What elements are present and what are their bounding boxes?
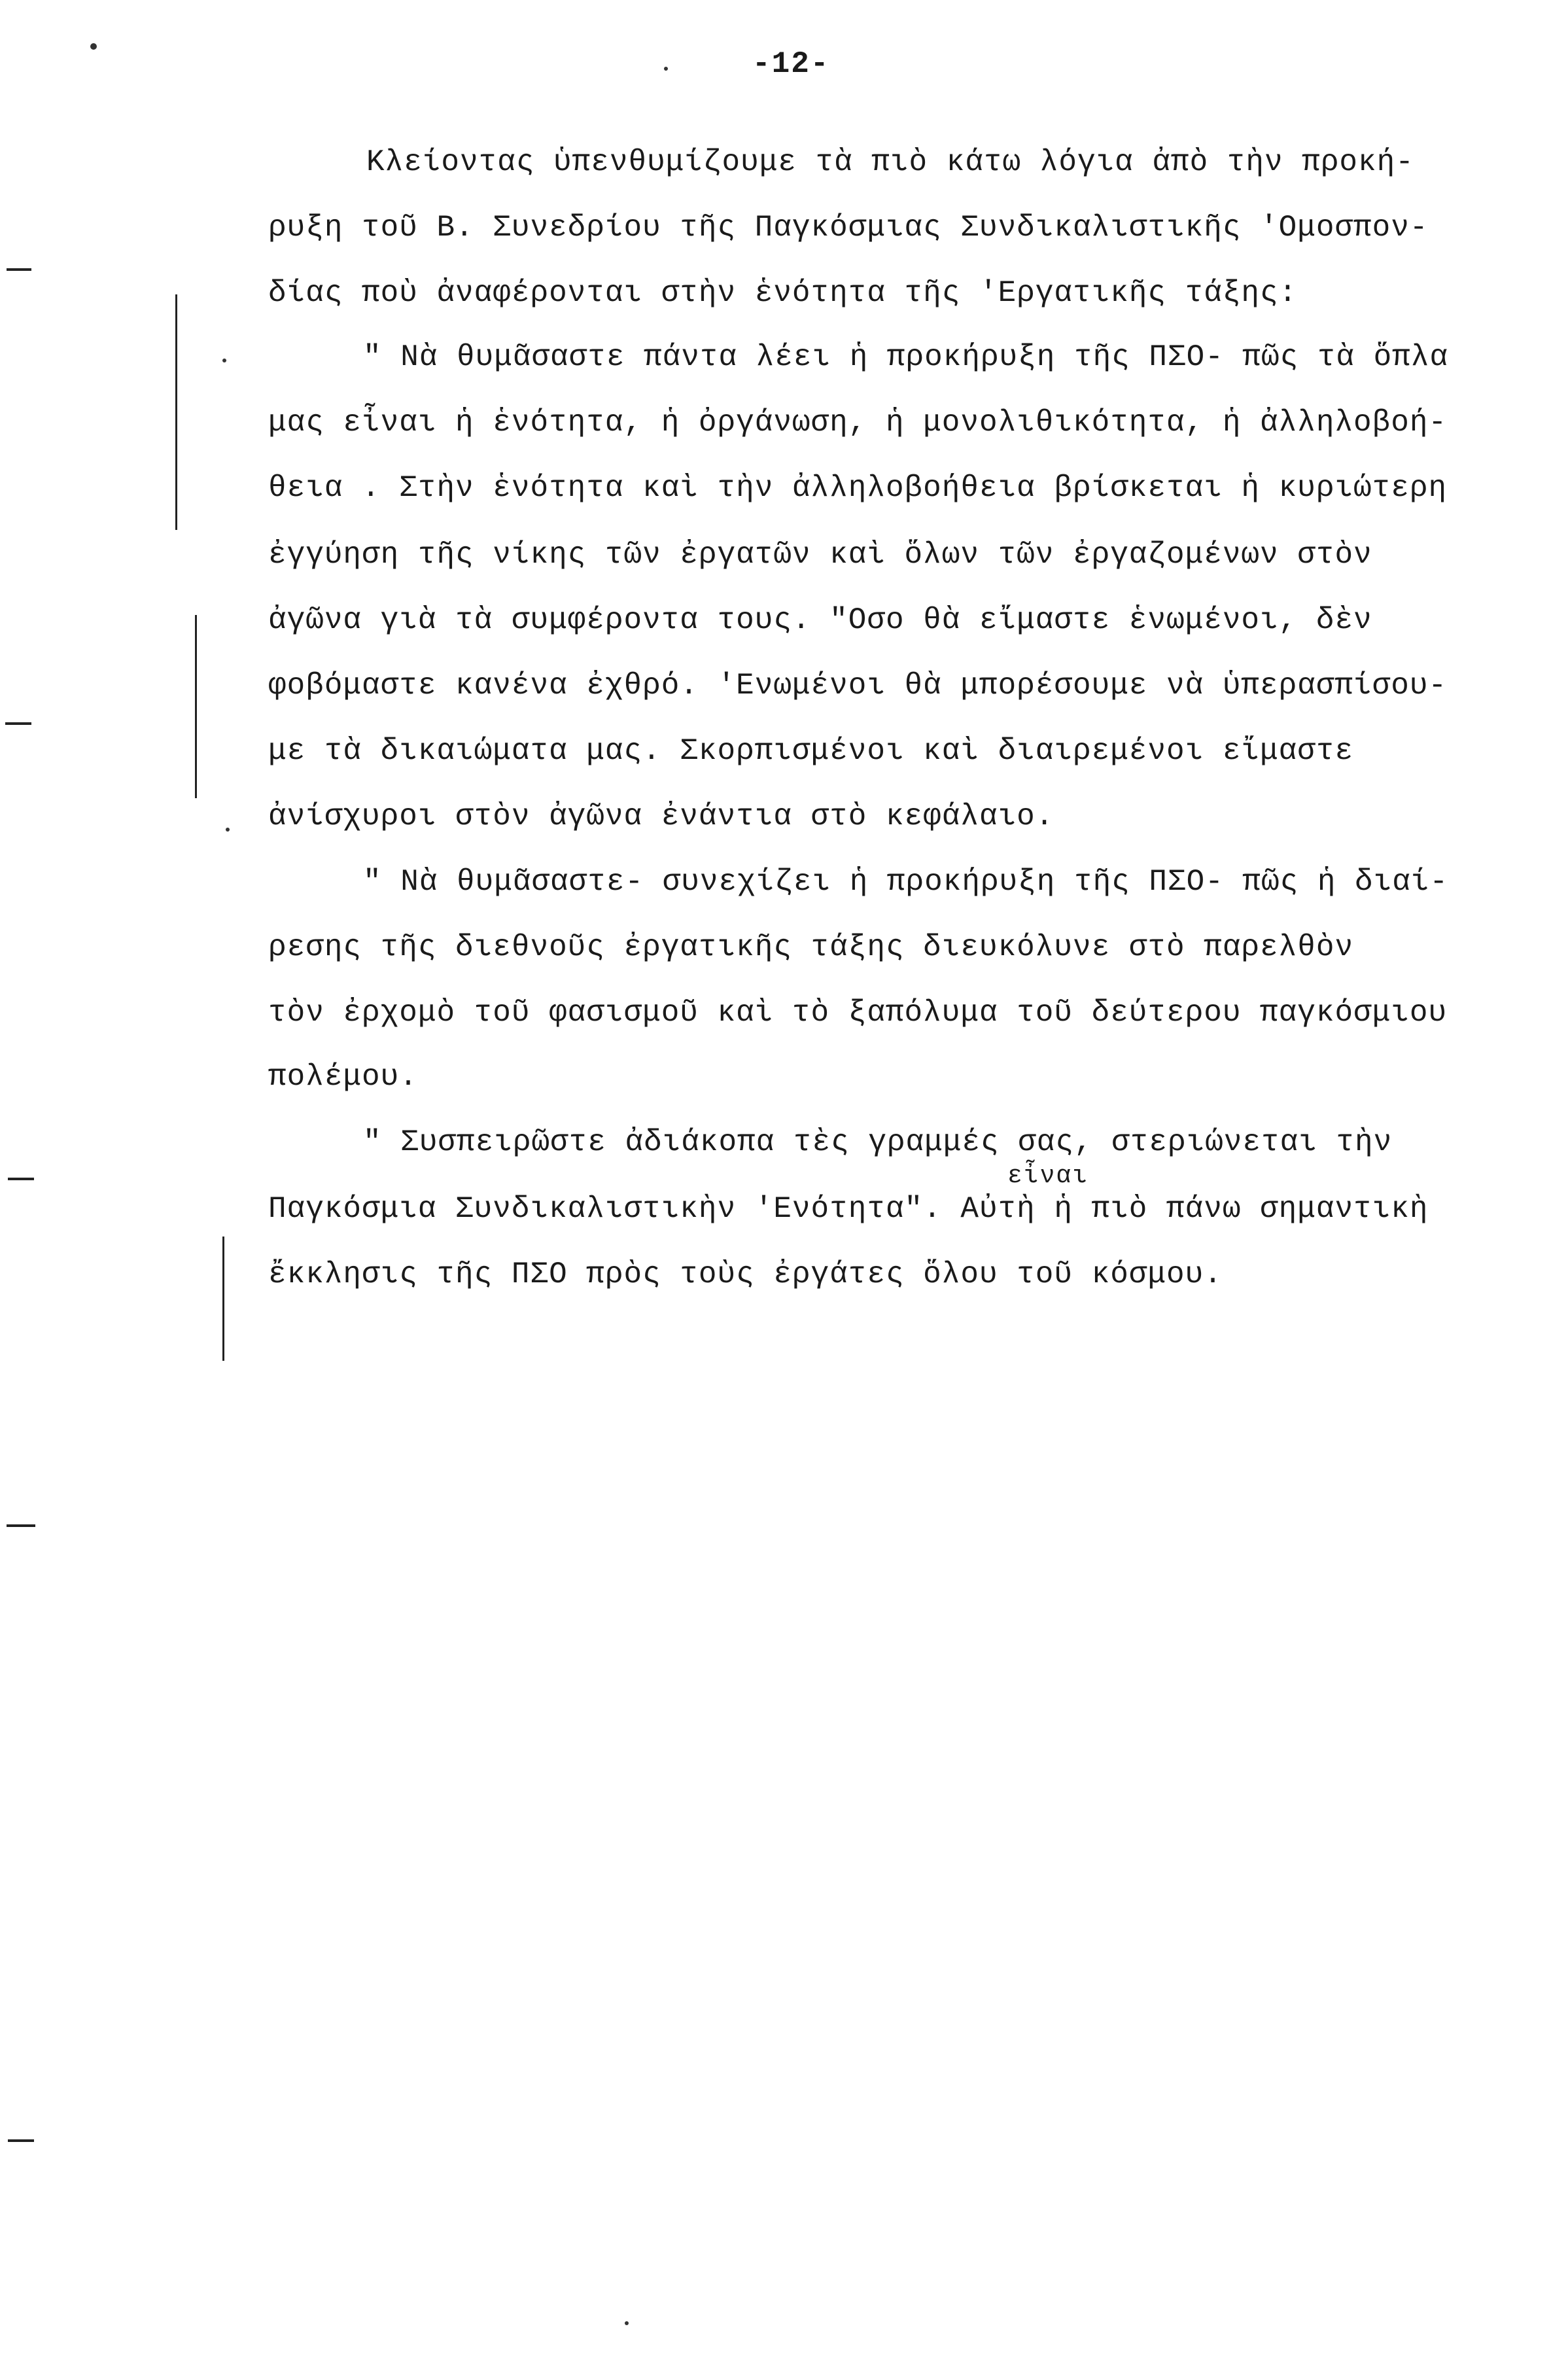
speck-5: [625, 2321, 629, 2325]
text-line-14: τὸν ἐρχομὸ τοῦ φασισμοῦ καὶ τὸ ξαπόλυμα τοῦ δεύτερου παγκόσμιου: [268, 996, 1448, 1030]
speck-1: [90, 43, 97, 50]
edge-dash-5: [8, 2139, 34, 2142]
text-line-18: ἔκκλησις τῆς ΠΣΟ πρὸς τοὺς ἐργάτες ὅλου τοῦ κόσμου.: [268, 1257, 1223, 1291]
text-line-5: μας εἶναι ἡ ἑνότητα, ἡ ὀργάνωση, ἡ μονολιθικότητα, ἡ ἀλληλοβοή-: [268, 406, 1448, 440]
text-line-9: φοβόμαστε κανένα ἐχθρό. 'Ενωμένοι θὰ μπορέσουμε νὰ ὑπερασπίσου-: [268, 669, 1448, 703]
text-line-17: Παγκόσμια Συνδικαλιστικὴν 'Ενότητα". Αὐτὴ ἡ πιὸ πάνω σημαντικὴ: [268, 1192, 1429, 1226]
speck-3: [222, 359, 226, 362]
text-line-7: ἐγγύηση τῆς νίκης τῶν ἐργατῶν καὶ ὅλων τῶν ἐργαζομένων στὸν: [268, 538, 1372, 572]
text-line-15: πολέμου.: [268, 1060, 418, 1094]
page-number: -12-: [752, 47, 830, 81]
text-line-11: ἀνίσχυροι στὸν ἀγῶνα ἐνάντια στὸ κεφάλαιο.: [268, 799, 1054, 834]
text-line-1: Κλείοντας ὑπενθυμίζουμε τὰ πιὸ κάτω λόγια ἀπὸ τὴν προκή-: [366, 145, 1414, 179]
text-line-16: " Συσπειρῶστε ἀδιάκοπα τὲς γραμμές σας, στεριώνεται τὴν: [363, 1125, 1393, 1159]
margin-line-3: [222, 1237, 224, 1361]
text-line-4: " Νὰ θυμᾶσαστε πάντα λέει ἡ προκήρυξη τῆς ΠΣΟ- πῶς τὰ ὅπλα: [363, 340, 1449, 374]
text-line-6: θεια . Στὴν ἑνότητα καὶ τὴν ἀλληλοβοήθεια βρίσκεται ἡ κυριώτερη: [268, 471, 1448, 505]
text-line-12: " Νὰ θυμᾶσαστε- συνεχίζει ἡ προκήρυξη τῆς ΠΣΟ- πῶς ἡ διαί-: [363, 865, 1449, 899]
text-line-2: ρυξη τοῦ Β. Συνεδρίου τῆς Παγκόσμιας Συνδικαλιστικῆς 'Ομοσπον-: [268, 211, 1429, 245]
text-line-8: ἀγῶνα γιὰ τὰ συμφέροντα τους. "Οσο θὰ εἴμαστε ἑνωμένοι, δὲν: [268, 603, 1372, 637]
interlinear-insert: εἶναι: [1007, 1162, 1089, 1190]
text-line-10: με τὰ δικαιώματα μας. Σκορπισμένοι καὶ διαιρεμένοι εἴμαστε: [268, 734, 1354, 768]
text-line-13: ρεσης τῆς διεθνοῦς ἐργατικῆς τάξης διευκόλυνε στὸ παρελθὸν: [268, 930, 1354, 964]
speck-2: [664, 67, 668, 71]
margin-line-2: [195, 615, 197, 798]
edge-dash-1: [7, 268, 31, 271]
edge-dash-2: [5, 722, 31, 725]
edge-dash-4: [7, 1524, 35, 1527]
edge-dash-3: [8, 1178, 34, 1180]
speck-4: [226, 828, 230, 832]
text-line-3: δίας ποὺ ἀναφέρονται στὴν ἑνότητα τῆς 'Εργατικῆς τάξης:: [268, 276, 1298, 310]
margin-line-1: [175, 294, 177, 530]
